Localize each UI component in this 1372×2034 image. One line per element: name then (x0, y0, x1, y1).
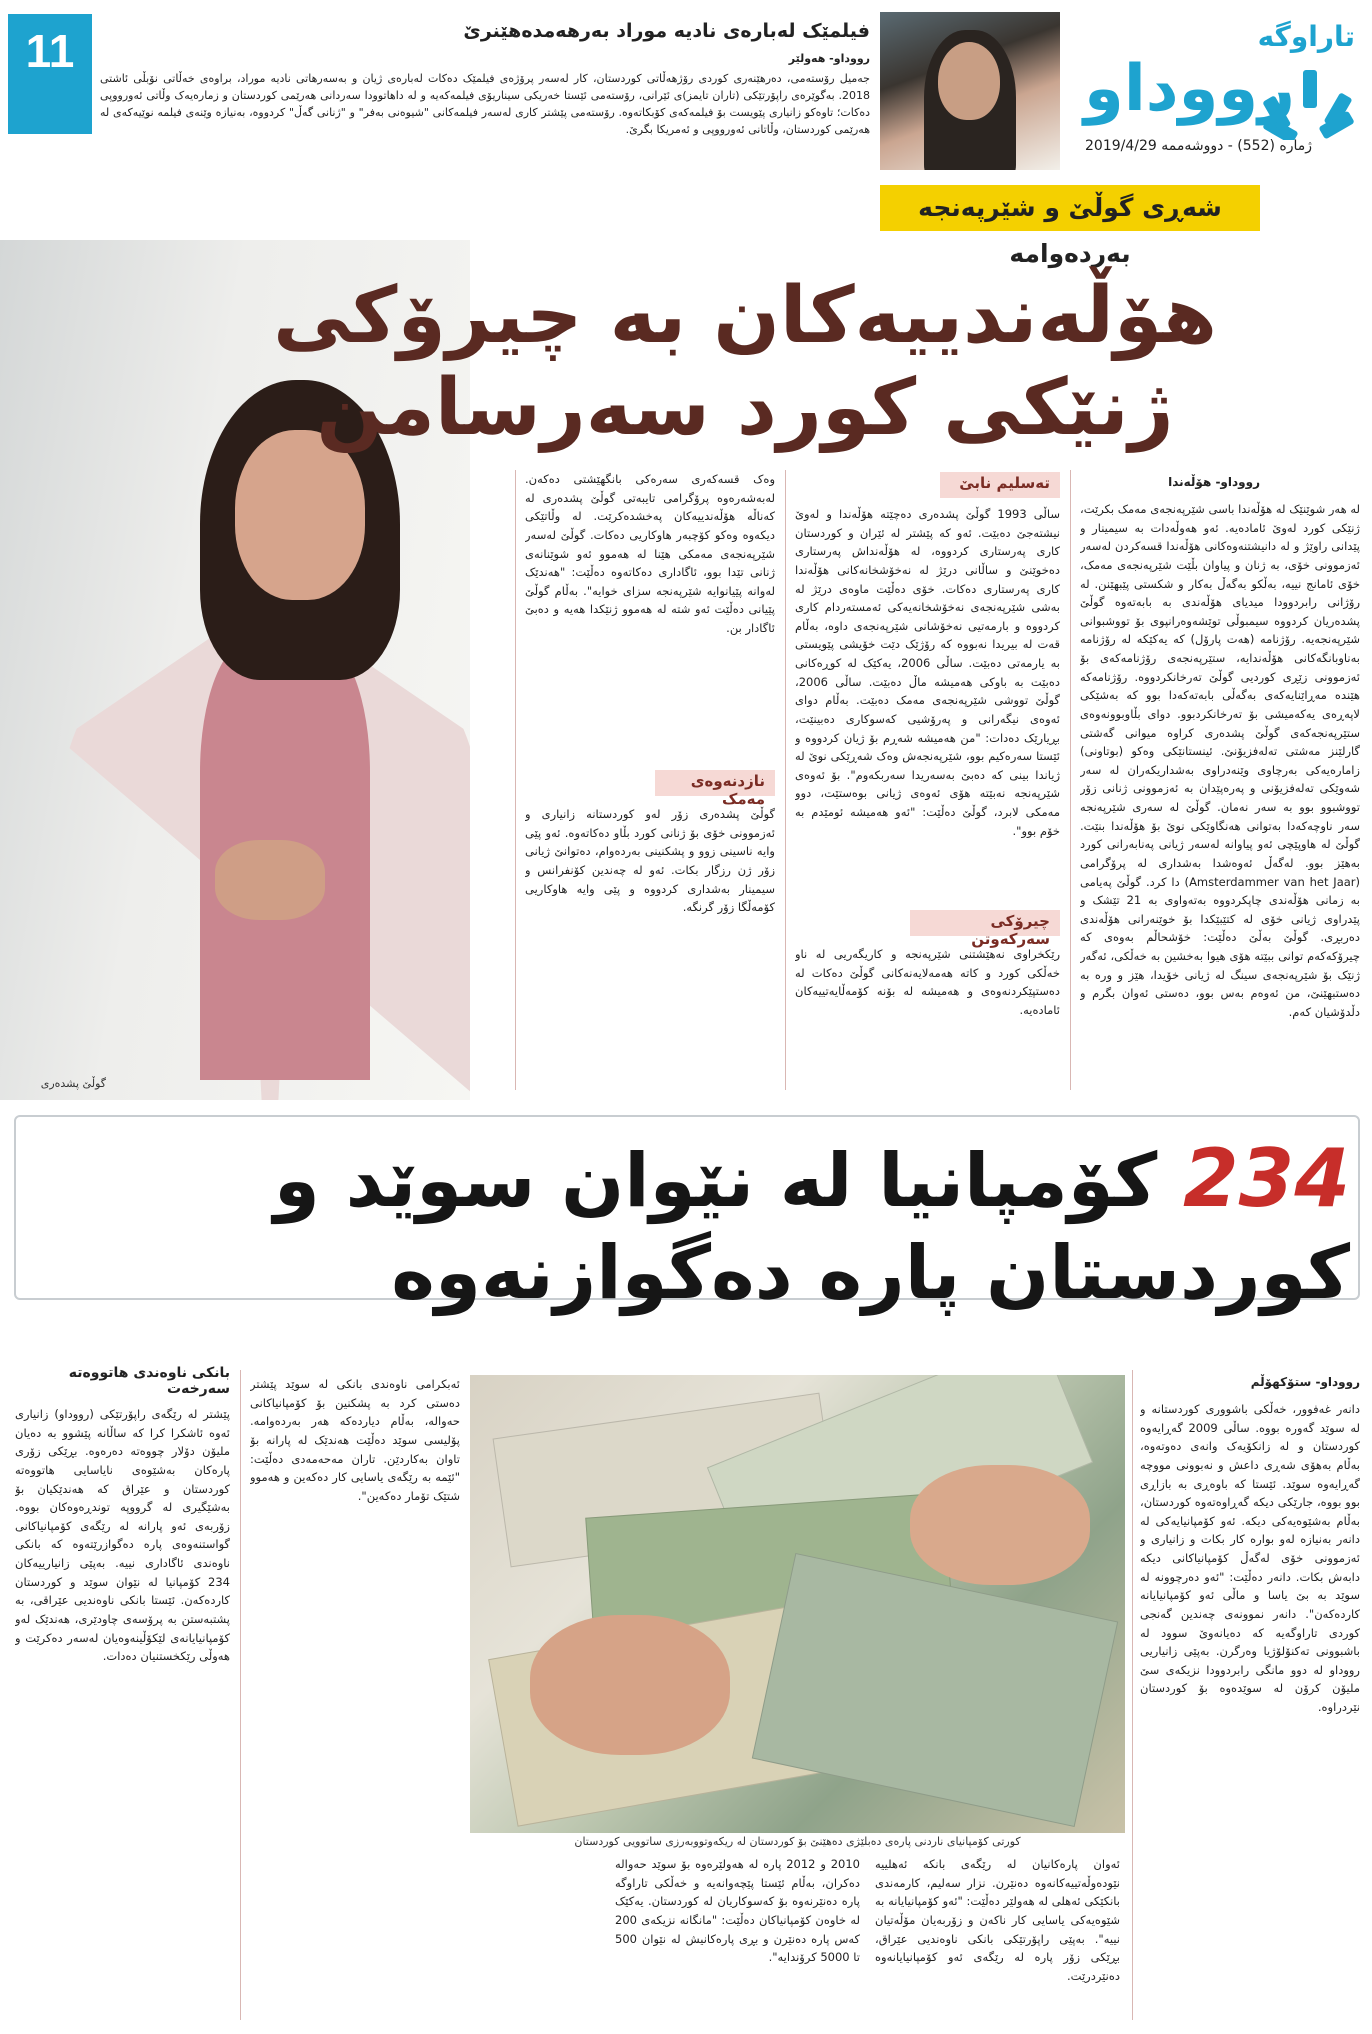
page-header (0, 0, 1372, 180)
page-number: 11 (8, 14, 92, 134)
teaser-headline[interactable]: فیلمێک له‌باره‌ی نادیه موراد به‌رهه‌مده‌هێنرێ (463, 20, 870, 42)
top-col-2b: رێکخراوی نەهێشتنی شێرپەنجە و کاریگەریی لە ناو خەڵکی کورد و کاتە هەمەلایەنەکانی گوڵێ دەکات لە دەستپێکردنەوەی و هەمیشە لە بۆنە کۆمەڵایەتییەکان ئامادەیە. (795, 947, 1060, 1017)
bottom-story-headline[interactable] (20, 1130, 1350, 1318)
teaser-body: جه‌میل رۆستەمی، دەرهێنەری کوردی رۆژهەڵاتی کوردستان، کار لەسەر پرۆژەی فیلمێک دەکات لەبارەی ژیان و بەسەرهاتی نادیە موراد، براوەی خەڵاتی نۆبڵی ئاشتی 2018. بەگوێرەی راپۆرتێکی (تاران تایمز)ی ئێرانی، رۆستەمی ئێستا خەریکی سیناریۆی فیلمەکەیە و لە داهاتوودا سەردانی هەرێمی کوردستان و زمارەیەک وڵاتی ئەورووپی دەکات؛ تاوەکو زانیاری پێویست بۆ فیلمەکەی کۆبکاتەوە. رۆستەمی پێشتر کاری لەسەر فیلمەکانی "شیوەنی بەفر" و "ژنانی گەڵ" کردووە، بەنیازە وێنەی فیلمە نوێیەکەی لە هەرێمی کوردستان، وڵاتانی ئەورووپی و ئەمریکا بگرێ. (100, 72, 870, 137)
top-col-2: ساڵی 1993 گوڵێ پشدەری دەچێتە هۆڵەندا و لەوێ نیشتەجێ دەبێت. ئەو کە پێشتر لە ئێران و کوردستان کاری پەرستاری کردووە، لە هۆڵەنداش پەرستاری دەخوێنێ و ساڵانی درێژ لە نەخۆشخانەکانی هۆڵەندا کاری پەرستاری دەکات. خۆی دەڵێت ماوەی درێژ لە بەشی شێرپەنجەی نەخۆشخانەیەکی ئەمستەردام کاری کردووە و بارمەتیی نەخۆشانی شێرپەنجەی داوە، بەڵام قەت لە بیریدا نەبووە کە رۆژێک دێت خۆیشی پێویستی بە یارمەتی دەبێت. ساڵی 2006، یەکێک لە کوڕەکانی دەبێت بە باوکی هەمیشە ماڵ دەبێت. ساڵی 2006، گوڵێ تووشی شێرپەنجەی مەمک دەبێت. بەڵام دوای ئەوەی نیگەرانی و پەرۆشیی کەسوکاری دەبینێت، بڕیارێک دەدات: "من هەمیشە شەڕم بۆ ژیان کردووە و ئێستا سەرەکیم بوو، شێرپەنجەش وەک شەڕێکی نوێ لە ژیاندا بینی کە دەبێ بەسەریدا سەربکەوم". بۆ ئەوەی شێرپەنجە نەبێتە هۆی ئەوەی ژیانی بوەستێت، دوو مەمکی لابرد، گوڵێ دەڵێت: "ئەو هەمیشە ئومێدم بە خۆم بوو". (795, 507, 1060, 838)
bottom-col-m1: ئەوان پارەکانیان لە رێگەی بانکە ئەهلییە نێودەوڵەتییەکانەوە دەنێرن. نزار سەلیم، کارمەندی بانکێکی ئەهلی لە هەولێر دەڵێت: "ئەو کۆمپانیایانە بە شێوەیەکی یاسایی کار ناکەن و زۆربەیان مۆڵەتیان نییە". بەپێی راپۆرتێکی بانکی ناوەندیی عێراق، بڕێکی زۆر پارە لە رێگەی ئەو کۆمپانیایانەوە دەنێردرێت. (875, 1857, 1120, 1983)
top-story-headline[interactable]: هۆڵه‌ندییه‌کان به‌ چیرۆکی ژنێکی کورد سه‌رسامن (273, 271, 1217, 454)
top-col-3: وەک قسەکەری سەرەکی بانگهێشتی دەکەن. لەبەشەرەوە پرۆگرامی تایبەتی گوڵێ پشدەری لە کەناڵە هۆڵەندییەکان پەخشدەکرێت. لە وڵاتێکی دیکەوە وەکو کۆچبەر هاوکاریی دەکات. گوڵێ لەسەر شێرپەنجەی مەمکی هێنا لە هەموو ئەو شوێنانەی ژنانی تێدا بوو، ئاگاداری دەکاتەوە دەڵێت: "هەندێک لەوانە پێیانوایە شێرپەنجە سزای خوایە". بەڵام گوڵێ پێیانی دەڵێت ئەو شتە لە هەموو ژنێکدا هەیە و دەبێ ئاگادار بن. (525, 472, 775, 635)
logo-subtitle: تاراوگه (1257, 20, 1355, 53)
subhead-success: چیرۆکی سەرکەوتن (910, 910, 1060, 936)
bottom-col-right: دانەر غەفوور، خەڵکی باشووری کوردستانە و لە سوێد گەورە بووە. ساڵی 2009 گەڕایەوە کوردستان و لە زانکۆیەک وانەی دەوتەوە، بەڵام بەهۆی شەڕی داعش و نەبوونی مووچە گەڕایەوە سوێد. ئێستا کە باوەڕی بە بازاڕی بوو بووە، جارێکی دیکە گەڕاوەتەوە کوردستان، بەڵام بەشێوەیەکی دیکە. ئەو کۆمپانیایەکی لە دانەر بەنیازە لەو بوارە کار بکات و زانیاری و ئەزموونی خۆی لەگەڵ کۆمپانیاکانی دیکە دابەش بکات. دانەر دەڵێت: "ئەو دەرچوونە لە سوێد بە بێ یاسا و ماڵی ئەو کۆمپانیایانە کاردەکەن". دانەر نموونەی چەندین گەنجی کوردی تاراوگەیە کە دەیانەوێ سوود لە باشبوونی تەکنۆلۆژیا وەرگرن. بەپێی زانیاریی رووداو لە دوو مانگی رابردوودا نزیکەی سێ ملیۆن کرۆن لە سوێدەوە بۆ کوردستان نێردراوە. (1140, 1402, 1360, 1714)
teaser-photo (880, 12, 1060, 170)
top-col-3b: گوڵێ پشدەری زۆر لەو کوردستانە زانیاری و ئەزموونی خۆی بۆ ژنانی کورد بڵاو دەکاتەوە. ئەو پێی وایە ناسینی زوو و پشکنینی بەردەوام، دەتوانێ ژیانی زۆر ژن رزگار بکات. ئەو لە چەندین کۆنفرانس و سیمینار بەشداری کردووە و پێی وایە هاوکاریی کۆمەڵگا زۆر گرنگە. (525, 807, 775, 915)
bottom-col-left: پێشتر لە رێگەی راپۆرتێکی (رووداو) زانیاری ئەوە ئاشکرا کرا کە ساڵانە پێشوو بە دەیان ملیۆن دۆلار چووەتە دەرەوە. بڕێکی زۆری پارەکان بەشێوەی نایاسایی هاتووەتە کوردستان و عێراق کە هەندێکیان بۆ بەشێگیری لە گرووپە توندڕەوەکان بووە. زۆربەی ئەو پارانە لە رێگەی کۆمپانیاکانی گواستنەوەی پارە دەگوازرێتەوە کە بانکی ناوەندی ئاگاداری نییە. بەپێی زانیارییەکان 234 کۆمپانیا لە نێوان سوێد و کوردستان کاردەکەن. ئێستا بانکی ناوەندیی عێراقی، بە پشتبەستن بە پرۆسەی چاودێری، هەندێک لەو کۆمپانیایانەی لێکۆڵینەوەیان لەسەر دەکرێت و هەوڵی رێکخستنیان دەدات. (15, 1407, 230, 1664)
money-photo (470, 1375, 1125, 1833)
bottom-col-m3: ئەبکرامی ناوەندی بانکی لە سوێد پێشتر دەستی کرد بە پشکنین بۆ کۆمپانیاکانی حەوالە، بەڵام دیاردەکە هەر بەردەوامە. پۆلیسی سوێد دەڵێت هەندێک لە پارانە بۆ تاوان بەکاردێن. تاران مەحەمەدی دەڵێت: "ئێمە بە رێگەی یاسایی کار دەکەین و هەموو شتێک تۆمار دەکەین". (250, 1377, 460, 1503)
bottom-col-m2: 2010 و 2012 پارە لە هەولێرەوە بۆ سوێد حەوالە دەکران، بەڵام ئێستا پێچەوانەیە و خەڵکی تاراوگە پارە دەنێرنەوە بۆ کەسوکاریان لە کوردستان. یەکێک لە خاوەن کۆمپانیاکان دەڵێت: "مانگانە نزیکەی 200 کەس پارە دەنێرن و بڕی پارەکانیش لە نێوان 500 تا 5000 کرۆندایە". (615, 1857, 860, 1965)
top-story-kicker: شه‌ڕی گوڵێ و شێرپه‌نجه به‌رده‌وامه (880, 185, 1260, 231)
logo-title: رووداو (1084, 52, 1295, 126)
money-photo-caption: کورتی کۆمپانیای ناردنی پارەی دەبلێژی دەهێنێ بۆ کوردستان لە ریکەوتووبەرزی ساتوویی کوردستان (574, 1835, 1021, 1848)
headline-text: کۆمپانیا له‌ نێوان سوێد و کوردستان پاره‌ ده‌گوازنه‌وه‌ (273, 1138, 1350, 1316)
subhead-breast: نازدنەوەی مەمک (655, 770, 775, 796)
issue-date-line: ژماره (552) - دووشه‌ممه 2019/4/29 (1085, 138, 1313, 154)
top-col-1: لە هەر شوێنێک لە هۆڵەندا باسی شێرپەنجەی مەمک بکرێت، ژنێکی کورد لەوێ ئامادەیە. ئەو هەوڵەدات بە سیمینار و پێدانی راوێژ و لە دانیشتنەوەکانی هۆڵەندا قسەکردن لەسەر ئەزموونی خۆی، بە ژنان و پیاوان بڵێت شێرپەنجەی مەمک، خۆی ئامانج نییە، بەڵکو بەگەڵ بەکار و شکستی پێبهێنن. لە رۆژانی رابردوودا میدیای هۆڵەندی بە بابەتەوە گوڵێ پشدەریان کردووە سیمبوڵی توێشەوەرانپوی بۆ تووشبوانی شێرپەنجەیە. رۆژنامە (هەت پارۆل) کە یەکێکە لە رۆژنامە بەناوبانگەکانی هۆڵەندایە، ستێرپەنجەی رۆژنامەکەی بۆ ئەزموونی زێڕی کوردیی گوڵێ تەرخانکردووە. رۆژنامەکە هێندە مەڕاێنایەکەی بەگەڵی بابەتەکەدا بوو کە بەشێکی لاپەڕەی یەکەمیشی بۆ تەرخانکردبوو. دوای بڵاوبوونەوەی ستێرپەنجەکەی گوڵێ پشدەری کراوە میوانی گەشتی گارلێنز مەشتی تەلەفزیۆنێ. ئینستانێکی وەکو (بوتاونی) زامارەیەکی بەرچاوی وێنەدراوی بەشداریکەران لە سەر شەوێکی تەلەفزیۆنی و پەرەپێدان بە ئەزموونی ژنانی زۆر تووشبوو بوو بە سەر نەمان. گوڵێ لە سەری شێرپەنجە سەر ناوچەکەدا بەتوانی هەنگاوێکی نوێ بۆ هۆڵەندا بنێت. گوڵێ لە هاوپێچی ئەو پیاوانە لەسەر ژیانی پەنابەرانی کورد بەهێز بوو. لەگەڵ ئەوەشدا بەشداری لە پرۆگرامی (Amsterdammer van het Jaar) دا کرد. گوڵێ پەیامی بە زمانی هۆڵەندی چاپکردووە بەتەواوی بە 21 تێشک و پێدراوی ژیانی خۆی لە کتێبێکدا بۆ خوێنەرانی هۆڵەندی دەربڕی. گوڵێ بەڵێ دەڵێت: خۆشحاڵم بەوەی کە چیرۆکەکەم توانی ببێتە هۆی هیوا بەخشین بە خەڵکی، ئەگەر ژنێک بۆ شێرپەنجەی سینگ لە ژیانی خۆیدا، هێز و ورە بە دەستبهێنێ، من ئەوەم بەس بوو، دەستی ئەوان بگرم و دڵدۆشیان کەم. (1080, 502, 1360, 1019)
sidebar-headline: بانکی ناوەندی هاتووەتە سەرخەت (68, 1365, 230, 1397)
subhead-tasleem: تەسلیم نابێ (940, 472, 1060, 498)
bottom-story-byline: رووداو- ستۆکهۆڵم (1250, 1375, 1360, 1389)
headline-number: 234 (1183, 1132, 1350, 1225)
top-photo-caption: گوڵێ پشده‌ری (40, 1077, 106, 1090)
teaser-byline: رووداو- هه‌ولێر (788, 52, 870, 65)
top-story-byline: رووداو- هۆڵه‌ندا (1168, 475, 1260, 489)
